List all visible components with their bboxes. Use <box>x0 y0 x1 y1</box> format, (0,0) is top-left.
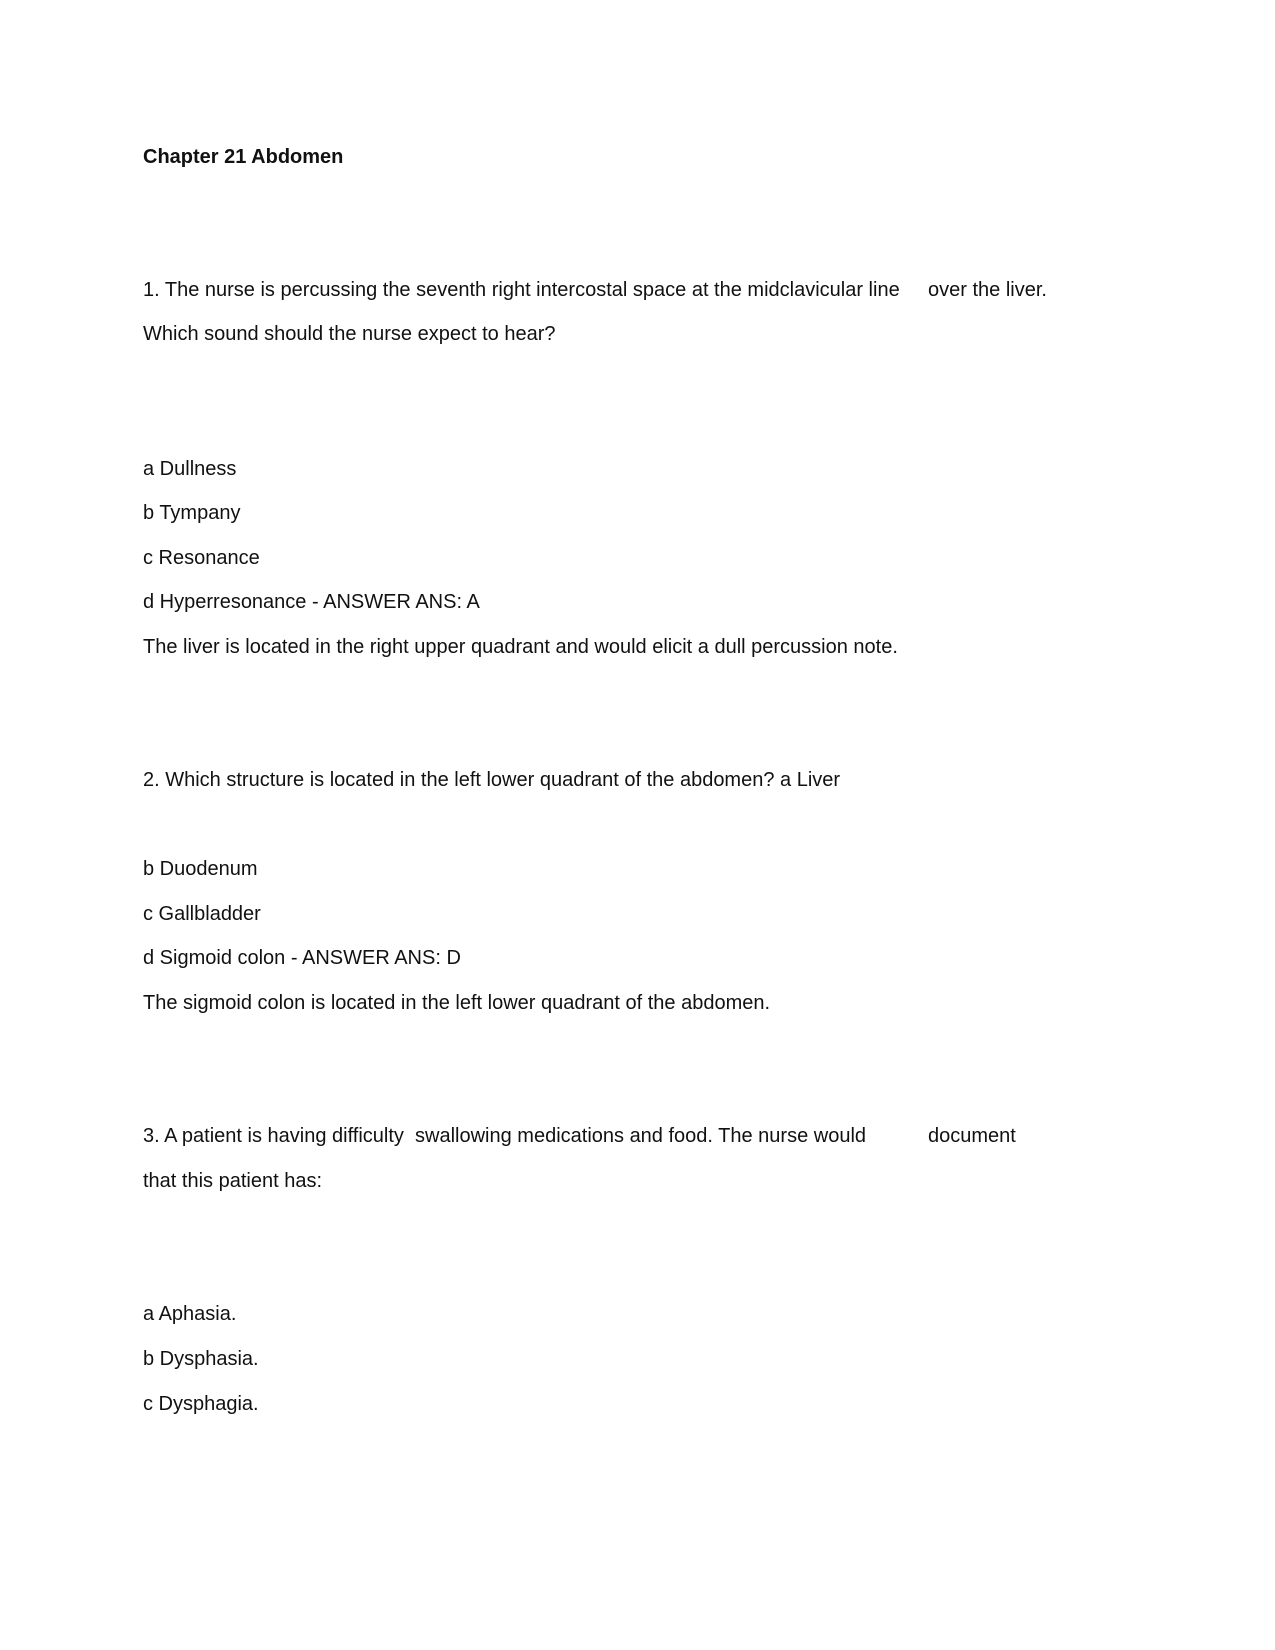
question-2-option-c: c Gallbladder <box>143 903 261 925</box>
question-3-stem-line-2: that this patient has: <box>143 1170 323 1192</box>
question-2-option-b: b Duodenum <box>143 858 258 880</box>
question-2-rationale: The sigmoid colon is located in the left lower quadrant of the abdomen. <box>143 992 771 1014</box>
question-3-option-c: c Dysphagia. <box>143 1393 259 1415</box>
question-2-option-d: d Sigmoid colon - ANSWER ANS: D <box>143 947 461 969</box>
question-2-stem-line-1: 2. Which structure is located in the left lower quadrant of the abdomen? a Liver <box>143 769 841 791</box>
question-3-option-b: b Dysphasia. <box>143 1348 259 1370</box>
question-1-option-c: c Resonance <box>143 547 260 569</box>
question-3-stem-line-1: 3. A patient is having difficulty swallowing medications and food. The nurse would <box>143 1125 867 1147</box>
question-1-option-d: d Hyperresonance - ANSWER ANS: A <box>143 591 480 613</box>
question-3-option-a: a Aphasia. <box>143 1303 237 1325</box>
chapter-title: Chapter 21 Abdomen <box>143 146 344 168</box>
question-1-option-b: b Tympany <box>143 502 241 524</box>
question-3-stem-line-1-tail: document <box>928 1125 1016 1147</box>
question-1-rationale: The liver is located in the right upper quadrant and would elicit a dull percussion note. <box>143 636 898 658</box>
question-1-stem-line-1-tail: over the liver. <box>928 279 1047 301</box>
question-1-stem-line-1: 1. The nurse is percussing the seventh right intercostal space at the midclavicular line <box>143 279 900 301</box>
question-1-option-a: a Dullness <box>143 458 237 480</box>
question-1-stem-line-2: Which sound should the nurse expect to hear? <box>143 323 556 345</box>
